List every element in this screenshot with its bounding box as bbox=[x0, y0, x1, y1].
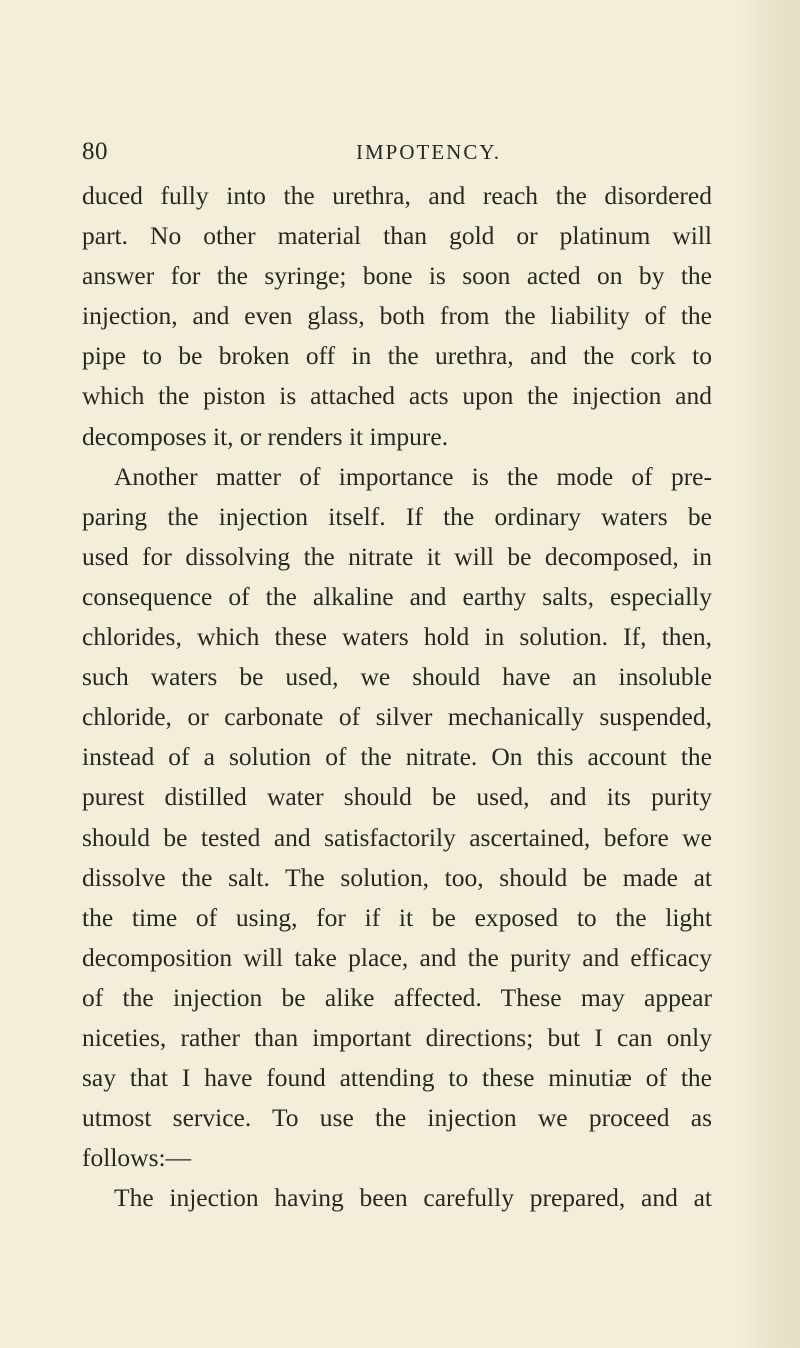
running-head: IMPOTENCY. bbox=[356, 140, 502, 164]
text-line: dissolve the salt. The solution, too, should be made at bbox=[82, 862, 712, 892]
text-line: of the injection be alike affected. These may appear bbox=[82, 982, 712, 1012]
text-line: purest distilled water should be used, and its purity bbox=[82, 782, 712, 812]
text-line: The injection having been carefully prepared, and at bbox=[114, 1183, 712, 1213]
text-line: instead of a solution of the nitrate. On this account the bbox=[82, 742, 712, 772]
page-header bbox=[0, 138, 800, 170]
text-line: consequence of the alkaline and earthy salts, especially bbox=[82, 581, 712, 611]
text-line: duced fully into the urethra, and reach the disordered bbox=[82, 181, 712, 210]
text-line: should be tested and satisfactorily ascertained, before we bbox=[82, 822, 712, 852]
text-line: follows:— bbox=[82, 1143, 192, 1173]
text-line: used for dissolving the nitrate it will be decomposed, in bbox=[82, 541, 712, 571]
text-line: answer for the syringe; bone is soon acted on by the bbox=[82, 261, 712, 291]
text-line: utmost service. To use the injection we proceed as bbox=[82, 1103, 712, 1133]
text-line: paring the injection itself. If the ordinary waters be bbox=[82, 501, 712, 531]
text-line: injection, and even glass, both from the liability of the bbox=[82, 301, 712, 331]
text-line: chlorides, which these waters hold in solution. If, then, bbox=[82, 622, 712, 652]
text-line: chloride, or carbonate of silver mechanically suspended, bbox=[82, 702, 712, 732]
text-line: decomposition will take place, and the purity and efficacy bbox=[82, 942, 712, 972]
body-text bbox=[82, 176, 712, 1218]
text-line: say that I have found attending to these minutiæ of the bbox=[82, 1063, 712, 1093]
text-line: part. No other material than gold or platinum will bbox=[82, 221, 712, 251]
page-number: 80 bbox=[82, 138, 108, 165]
text-line: the time of using, for if it be exposed to the light bbox=[82, 902, 712, 932]
text-line: such waters be used, we should have an insoluble bbox=[82, 662, 712, 692]
text-line: pipe to be broken off in the urethra, and the cork to bbox=[82, 341, 712, 371]
text-line: niceties, rather than important directions; but I can only bbox=[82, 1022, 712, 1052]
text-line: Another matter of importance is the mode of pre- bbox=[114, 461, 712, 491]
text-line: which the piston is attached acts upon the injection and bbox=[82, 381, 712, 411]
text-line: decomposes it, or renders it impure. bbox=[82, 421, 449, 451]
